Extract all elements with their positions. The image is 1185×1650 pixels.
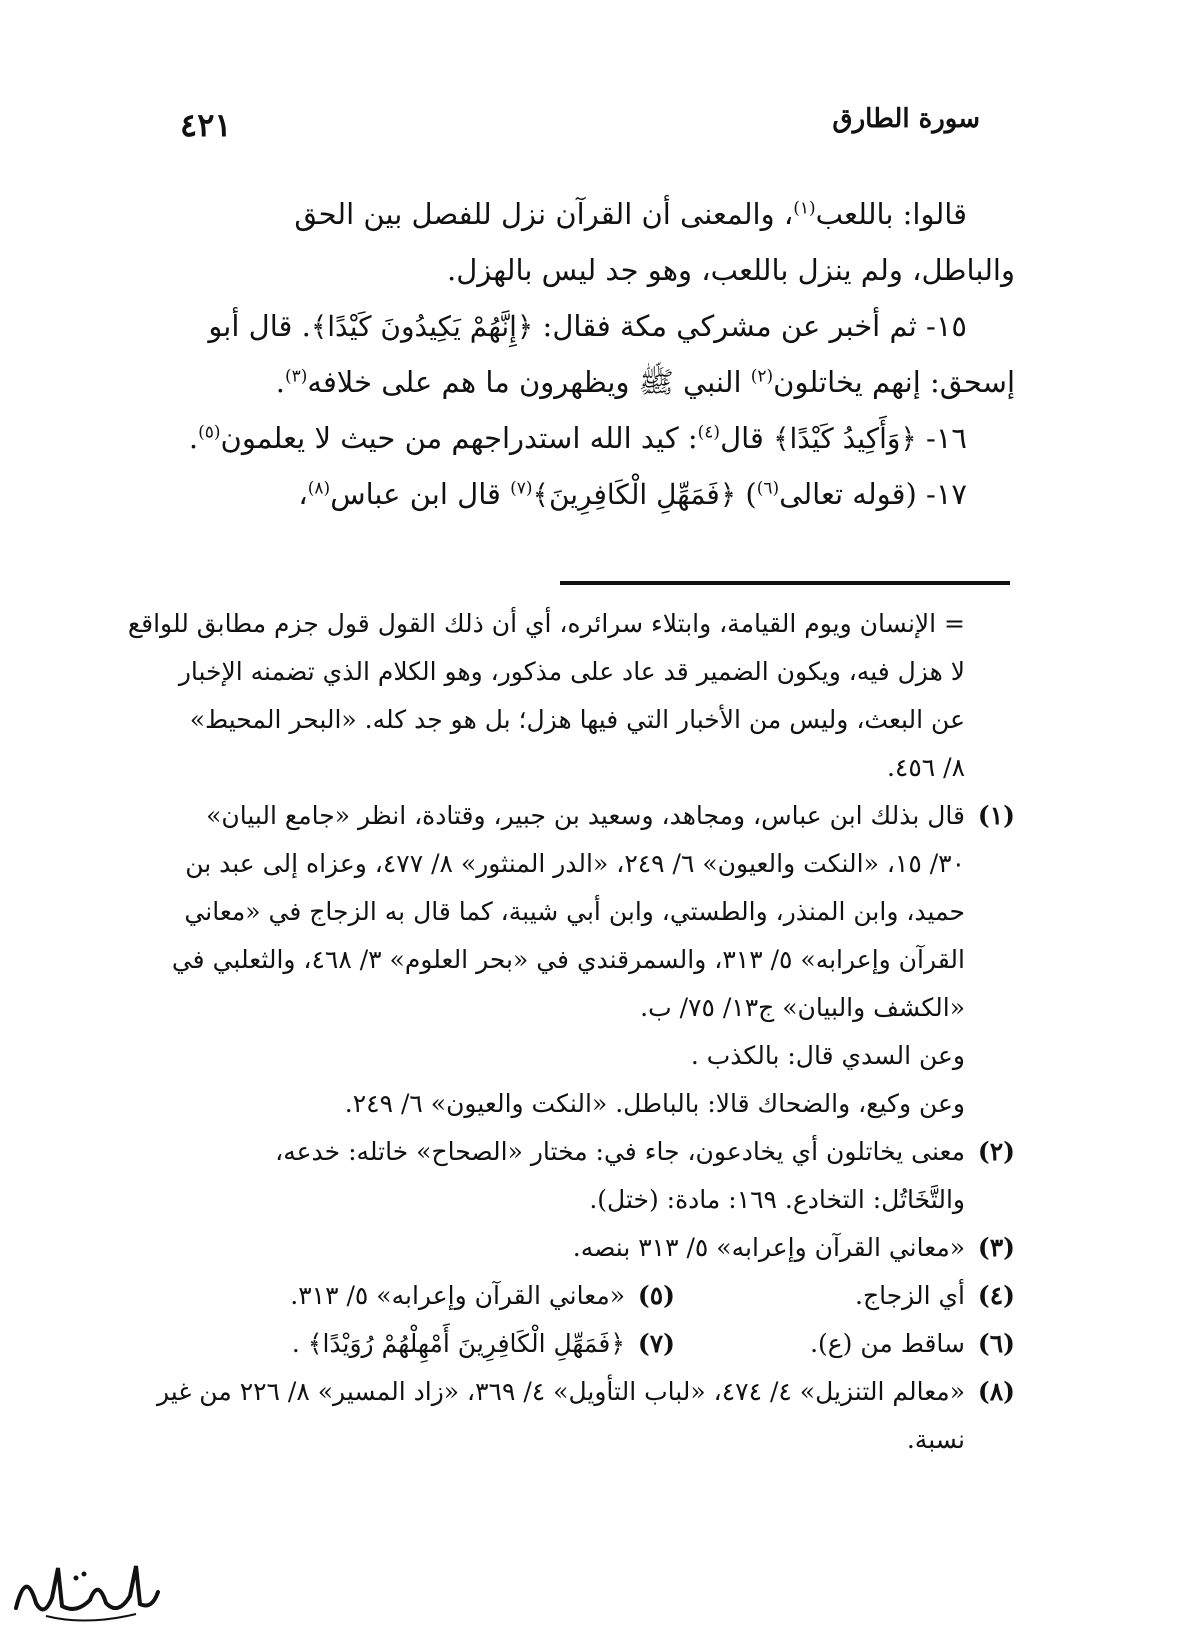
footnote-ref[interactable]: (٤) (697, 422, 721, 443)
quran-verse: ﴿إِنَّهُمْ يَكِيدُونَ كَيْدًا﴾ (310, 310, 534, 343)
footnote-line: وعن وكيع، والضحاك قالا: بالباطل. «النكت والعيون» ٦/ ٢٤٩. (344, 1089, 965, 1118)
footnote-ref[interactable]: (٣) (284, 366, 308, 387)
main-line-3 (130, 298, 1015, 354)
footnote-row-4-5 (125, 1272, 1015, 1320)
footnote-6 (675, 1320, 1015, 1368)
footnote-number: (١) (977, 801, 1015, 830)
page-header (180, 104, 980, 154)
footnote-text: معنى يخاتلون أي يخادعون، جاء في: مختار «الصحاح» خاتله: خدعه، (275, 1137, 965, 1166)
calligraphic-logo-icon (6, 1548, 166, 1628)
footnote-continuation-line: عن البعث، وليس من الأخبار التي فيها هزل؛ بل هو جد كله. «البحر المحيط» (189, 705, 965, 734)
text-segment: . (188, 421, 199, 455)
text-segment: . (275, 365, 285, 399)
text-segment: إسحق: إنهم يخاتلون (773, 365, 1015, 399)
footnote-line: والتَّخَاتُل: التخادع. ١٦٩: مادة: (ختل). (589, 1185, 965, 1214)
page-number: ٤٢١ (180, 106, 232, 144)
footnote-line: القرآن وإعرابه» ٥/ ٣١٣، والسمرقندي في «بحر العلوم» ٣/ ٤٦٨، والثعلبي في (171, 945, 965, 974)
text-segment: ١٧- (قوله تعالى (779, 477, 967, 511)
footnote-4 (675, 1272, 1015, 1320)
main-line-4 (130, 354, 1015, 410)
footnote-text: «معاني القرآن وإعرابه» ٥/ ٣١٣. (290, 1281, 625, 1310)
text-segment: ١٦- (916, 421, 967, 455)
main-text (130, 186, 1015, 522)
footnote-continuation-line: لا هزل فيه، ويكون الضمير قد عاد على مذكور، وهو الكلام الذي تضمنه الإخبار (178, 657, 965, 686)
footnote-7 (125, 1320, 675, 1368)
text-segment: النبي ﷺ ويظهرون ما هم على خلافه (307, 365, 751, 399)
footnote-line: «الكشف والبيان» ج١٣/ ٧٥/ ب. (640, 993, 965, 1022)
footnote-number: (٢) (977, 1137, 1015, 1166)
footnote-2 (125, 1128, 1015, 1176)
footnote-ref[interactable]: (٧) (510, 478, 533, 499)
footnote-1 (125, 792, 1015, 840)
main-line-2: والباطل، ولم ينزل باللعب، وهو جد ليس بالهزل. (446, 253, 1015, 287)
quran-verse: ﴿فَمَهِّلِ الْكَافِرِينَ﴾ (532, 478, 737, 511)
footnote-line: ٣٠/ ١٥، «النكت والعيون» ٦/ ٢٤٩، «الدر المنثور» ٨/ ٤٧٧، وعزاه إلى عبد بن (185, 849, 965, 878)
footnote-ref[interactable]: (٨) (307, 478, 331, 499)
footnote-text: ساقط من (ع). (810, 1329, 965, 1358)
text-segment: ١٥- ثم أخبر عن مشركي مكة فقال: (533, 309, 967, 343)
footnote-ref[interactable]: (٢) (750, 366, 774, 387)
footnote-row-6-7 (125, 1320, 1015, 1368)
footnote-8 (125, 1368, 1015, 1416)
main-line-1 (130, 186, 1015, 242)
footnote-text: قال بذلك ابن عباس، ومجاهد، وسعيد بن جبير، وقتادة، انظر «جامع البيان» (206, 801, 965, 830)
text-segment: ) (736, 477, 757, 511)
footnote-line: حميد، وابن المنذر، والطستي، وابن أبي شيبة، كما قال به الزجاج في «معاني (184, 897, 965, 926)
footnote-3 (125, 1224, 1015, 1272)
footnote-number: (٥) (637, 1281, 675, 1310)
footnote-continuation-line: ٨/ ٤٥٦. (886, 753, 965, 782)
footnote-line: نسبة. (906, 1425, 965, 1454)
text-segment: ، والمعنى أن القرآن نزل للفصل بين الحق (294, 197, 794, 231)
footnote-ref[interactable]: (٦) (756, 478, 780, 499)
text-segment: قال ابن عباس (330, 477, 511, 511)
surah-title: سورة الطارق (832, 104, 980, 134)
footnote-number: (٦) (977, 1329, 1015, 1358)
text-segment: قال (720, 421, 774, 455)
footnote-text: «معاني القرآن وإعرابه» ٥/ ٣١٣ بنصه. (572, 1233, 965, 1262)
text-segment: : كيد الله استدراجهم من حيث لا يعلمون (220, 421, 698, 455)
footnote-number: (٧) (637, 1329, 675, 1358)
footnote-number: (٨) (977, 1377, 1015, 1406)
footnote-ref[interactable]: (١) (793, 198, 816, 219)
footnote-number: (٤) (977, 1281, 1015, 1310)
footnote-text: «معالم التنزيل» ٤/ ٤٧٤، «لباب التأويل» ٤/ ٣٦٩، «زاد المسير» ٨/ ٢٢٦ من غير (156, 1377, 965, 1406)
text-segment: . قال أبو (208, 309, 311, 343)
footnote-number: (٣) (977, 1233, 1015, 1262)
footnotes (125, 600, 1015, 1464)
main-line-5 (130, 410, 1015, 466)
text-segment: ، (298, 477, 308, 511)
footnote-text: ﴿فَمَهِّلِ الْكَافِرِينَ أَمْهِلْهُمْ رُوَيْدًا﴾ . (291, 1329, 625, 1358)
main-line-6 (130, 466, 1015, 522)
footnote-5 (125, 1272, 675, 1320)
text-segment: قالوا: باللعب (815, 197, 967, 231)
quran-verse: ﴿وَأَكِيدُ كَيْدًا﴾ (773, 422, 917, 455)
footnote-separator (560, 581, 1010, 585)
footnote-continuation-line: = الإنسان ويوم القيامة، وابتلاء سرائره، أي أن ذلك القول قول جزم مطابق للواقع (127, 609, 965, 638)
footnote-text: أي الزجاج. (855, 1281, 965, 1310)
footnote-ref[interactable]: (٥) (198, 422, 221, 443)
footnote-line: وعن السدي قال: بالكذب . (690, 1041, 965, 1070)
